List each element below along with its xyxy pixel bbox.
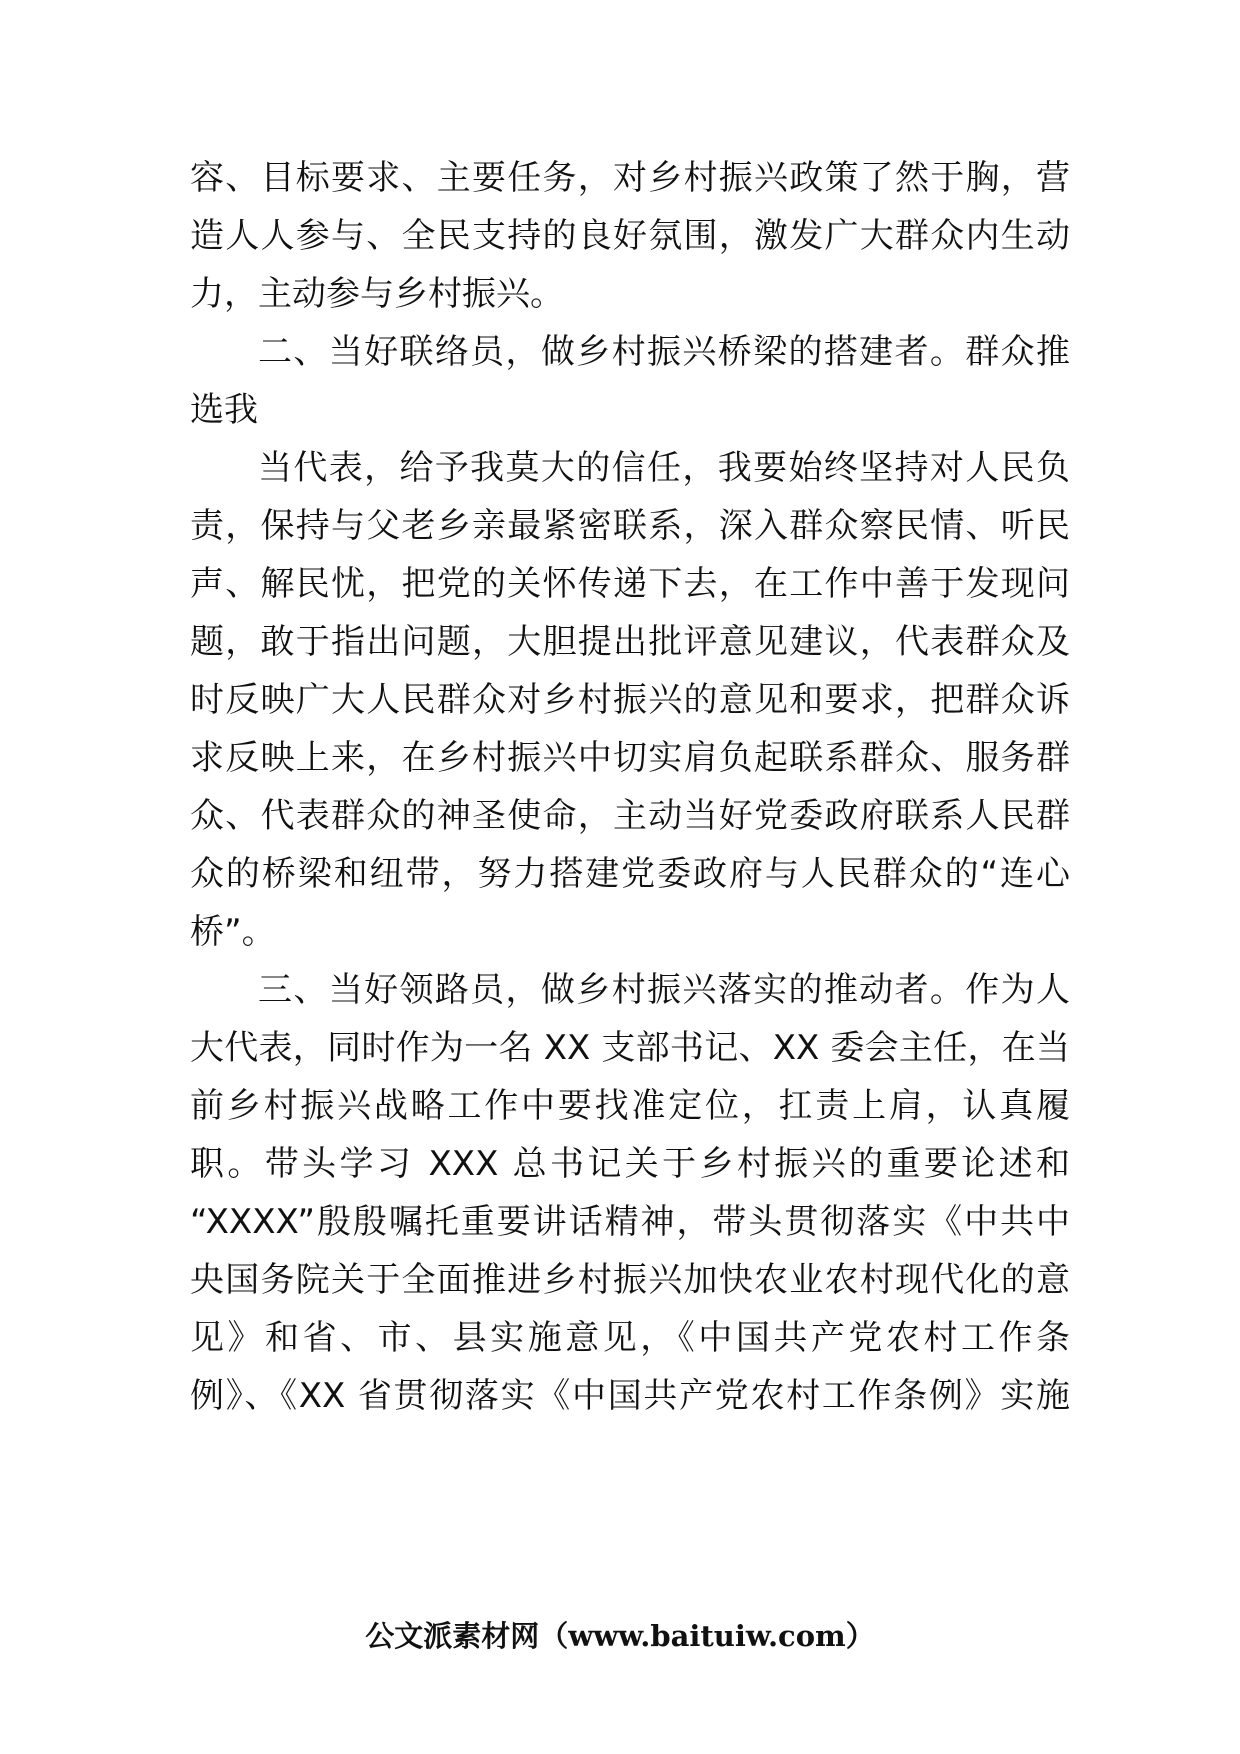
- text-line: 声、解民忧，把党的关怀传递下去，在工作中善于发现问: [190, 564, 1070, 604]
- text-line: 见》和省、市、县实施意见，《中国共产党农村工作条: [190, 1318, 1070, 1358]
- text-line: 求反映上来，在乡村振兴中切实肩负起联系群众、服务群: [190, 738, 1070, 778]
- text-line: 选我: [190, 390, 258, 430]
- text-line: 题，敢于指出问题，大胆提出批评意见建议，代表群众及: [190, 622, 1070, 662]
- text-line: “XXXX”殷殷嘱托重要讲话精神，带头贯彻落实《中共中: [190, 1202, 1070, 1242]
- text-line: 桥”。: [190, 912, 276, 952]
- text-line: 力，主动参与乡村振兴。: [190, 274, 564, 314]
- section-heading-line: 三、当好领路员，做乡村振兴落实的推动者。作为人: [258, 970, 1070, 1010]
- footer-watermark: 公文派素材网（www.baituiw.com）: [365, 1619, 875, 1653]
- text-line: 职。带头学习 XXX 总书记关于乡村振兴的重要论述和: [190, 1144, 1070, 1184]
- text-line: 央国务院关于全面推进乡村振兴加快农业农村现代化的意: [190, 1260, 1070, 1300]
- text-line: 众的桥梁和纽带，努力搭建党委政府与人民群众的“连心: [190, 854, 1070, 894]
- text-line: 大代表，同时作为一名 XX 支部书记、XX 委会主任，在当: [190, 1028, 1070, 1068]
- section-heading-line: 二、当好联络员，做乡村振兴桥梁的搭建者。群众推: [258, 332, 1070, 372]
- text-line: 责，保持与父老乡亲最紧密联系，深入群众察民情、听民: [190, 506, 1070, 546]
- text-line: 造人人参与、全民支持的良好氛围，激发广大群众内生动: [190, 216, 1070, 256]
- text-line: 例》、《XX 省贯彻落实《中国共产党农村工作条例》实施: [190, 1376, 1070, 1416]
- text-line: 时反映广大人民群众对乡村振兴的意见和要求，把群众诉: [190, 680, 1070, 720]
- text-line: 容、目标要求、主要任务，对乡村振兴政策了然于胸，营: [190, 158, 1070, 198]
- text-line: 众、代表群众的神圣使命，主动当好党委政府联系人民群: [190, 796, 1070, 836]
- text-line: 前乡村振兴战略工作中要找准定位，扛责上肩，认真履: [190, 1086, 1070, 1126]
- text-line: 当代表，给予我莫大的信任，我要始终坚持对人民负: [258, 448, 1070, 488]
